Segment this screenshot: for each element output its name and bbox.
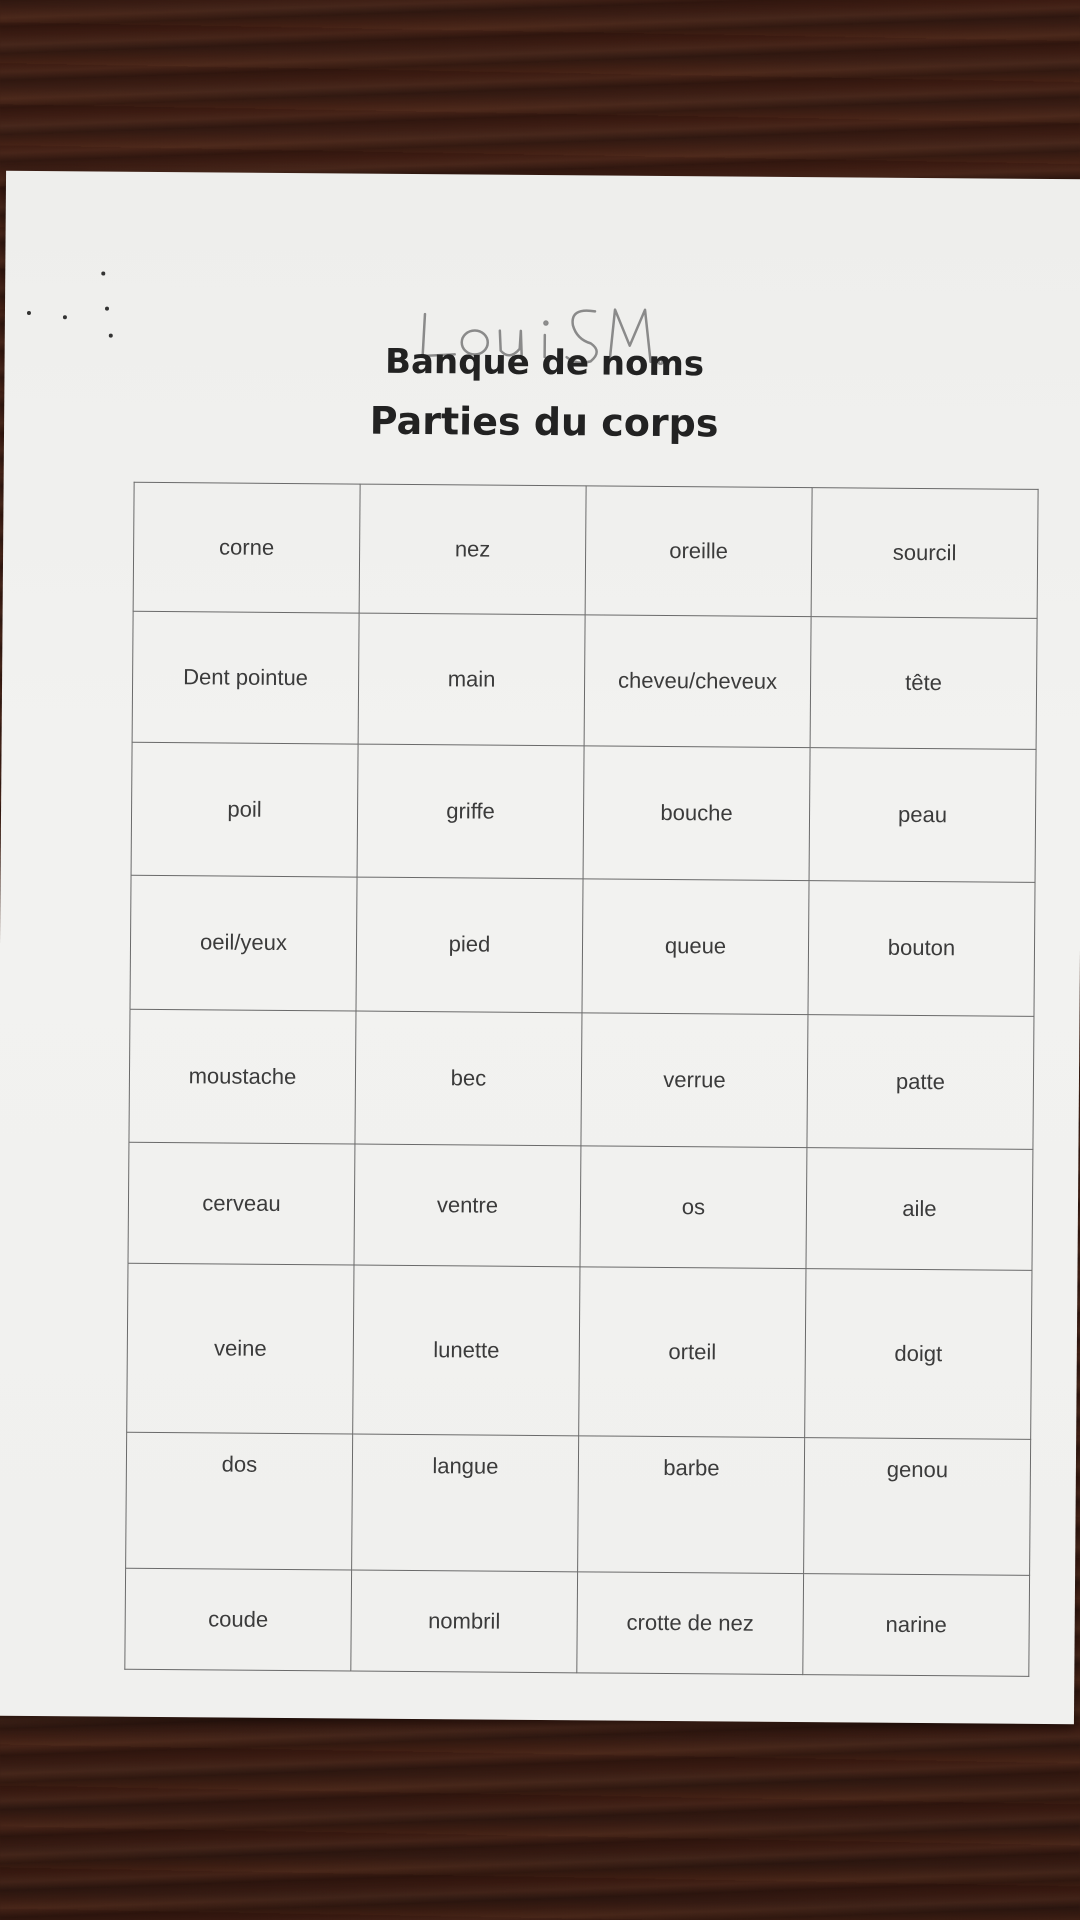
table-cell: sourcil [811,488,1038,619]
pencil-mark [101,272,105,276]
page-subtitle: Parties du corps [369,398,719,446]
table-cell: cerveau [128,1143,355,1266]
table-row [130,875,1035,1016]
table-cell: lunette [353,1265,580,1436]
table-cell: griffe [357,744,584,879]
table-cell: barbe [578,1436,805,1574]
table-cell: coude [125,1569,352,1672]
table-cell: nombril [351,1570,578,1673]
table-cell: tête [810,616,1037,749]
table-cell: veine [127,1263,354,1434]
table-cell: main [358,613,585,746]
table-cell: pied [356,877,583,1013]
table-cell: crotte de nez [577,1572,804,1675]
table-cell: bouton [808,880,1035,1016]
table-cell: Dent pointue [132,611,359,744]
table-cell: aile [806,1148,1033,1271]
table-cell: langue [352,1434,579,1572]
table-row [129,1009,1034,1150]
table-cell: nez [359,484,586,615]
table-row [126,1433,1031,1576]
table-cell: oeil/yeux [130,875,357,1011]
table-cell: narine [803,1574,1030,1677]
table-row [132,611,1037,749]
worksheet-paper [0,171,1080,1724]
table-cell: os [580,1146,807,1269]
table-cell: bouche [583,746,810,881]
table-cell: queue [582,878,809,1014]
vocabulary-table [124,482,1038,1677]
table-cell: doigt [805,1269,1032,1440]
table-cell: poil [131,742,358,877]
table-cell: verrue [581,1012,808,1148]
table-cell: dos [126,1433,353,1571]
page-title: Banque de noms [384,341,705,385]
table-cell: patte [807,1014,1034,1150]
table-row [128,1143,1033,1271]
table-row [133,482,1038,618]
table-cell: moustache [129,1009,356,1145]
table-row [125,1569,1030,1677]
table-row [127,1263,1032,1439]
table-cell: cheveu/cheveux [584,615,811,748]
table-cell: peau [809,747,1036,882]
table-row [131,742,1036,882]
table-cell: oreille [585,486,812,617]
table-cell: orteil [579,1267,806,1438]
table-cell: corne [133,482,360,613]
table-cell: bec [355,1011,582,1147]
table-cell: genou [804,1438,1031,1576]
table-cell: ventre [354,1144,581,1267]
